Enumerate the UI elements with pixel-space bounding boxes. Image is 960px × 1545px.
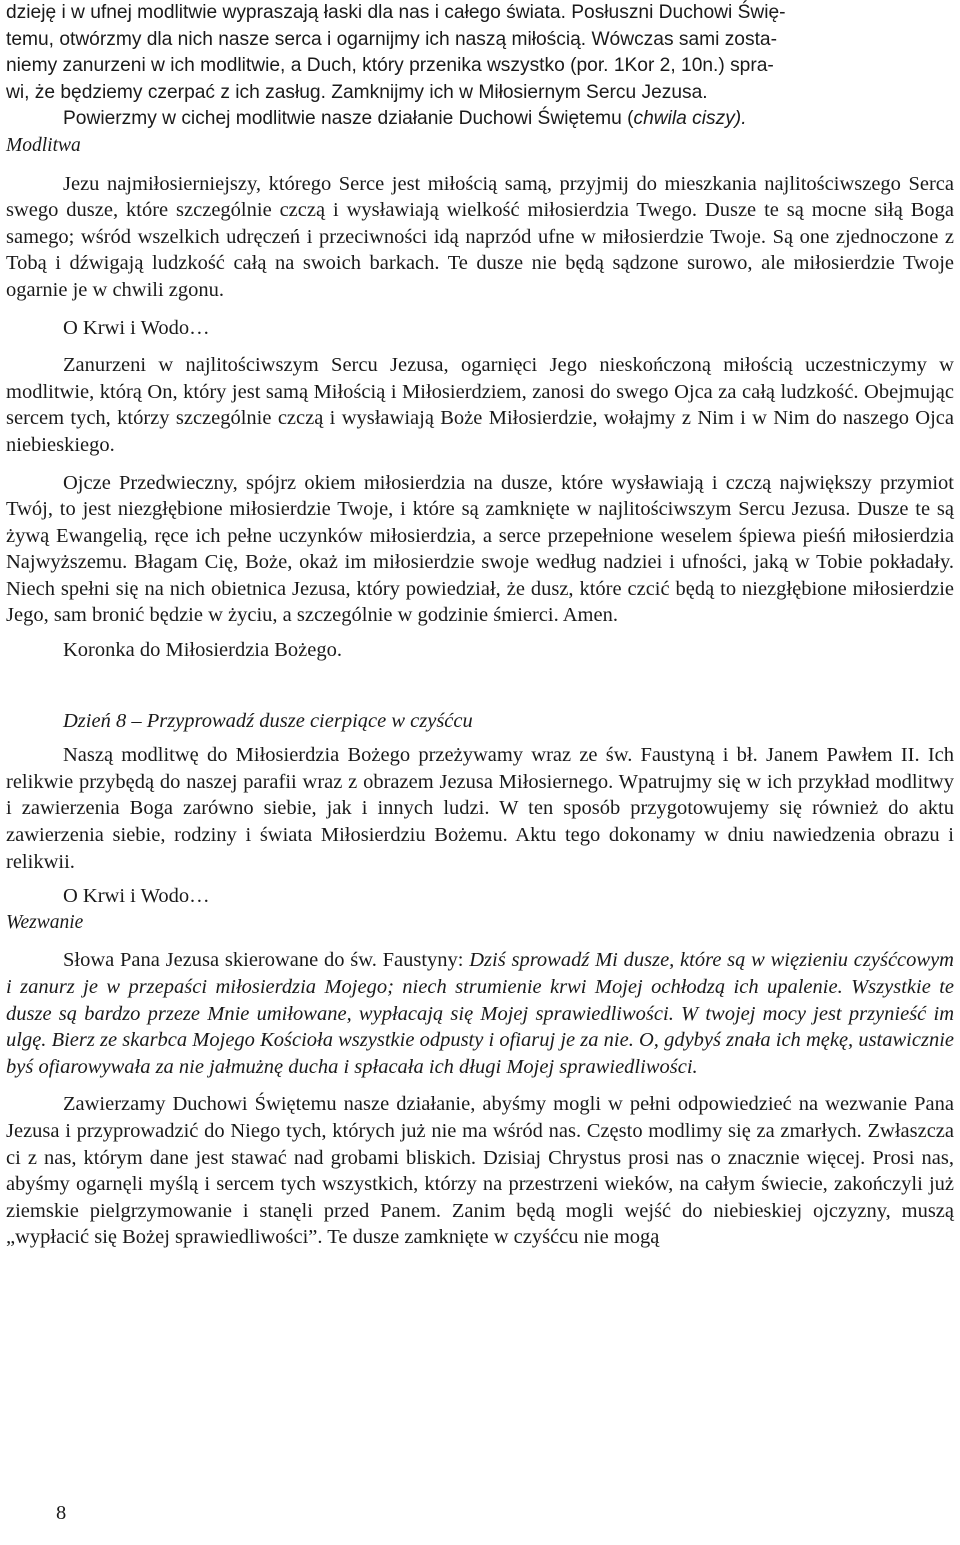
koronka-line: Koronka do Miłosierdzia Bożego. — [63, 639, 342, 662]
day-8-paragraph-1: Naszą modlitwę do Miłosierdzia Bożego przeżywamy wraz ze św. Faustyną i bł. Janem Pawłem II. Ich relikwie przybędą do naszej parafii wraz z obrazem Jezusa Miłosiernego. Wpatrujmy się w ich przykład modlitwy i zawierzenia Boga zarówno siebie, jak i innych ludzi. W ten sposób przygotowujemy się również do aktu zawierzenia siebie, rodziny i świata Miłosierdziu Bożemu. Aktu tego dokonamy w dniu nawiedzenia obrazu i relikwii. — [6, 744, 954, 873]
intro-line-3: niemy zanurzeni w ich modlitwie, a Duch, który przenika wszystko (por. 1Kor 2, 10n.) spra- — [6, 55, 774, 77]
intro-silence-paragraph — [6, 106, 954, 133]
day-8-refrain: O Krwi i Wodo… — [63, 885, 210, 908]
wezwanie-label: Wezwanie — [6, 911, 84, 933]
intro-paragraph — [6, 0, 954, 106]
intro-line-1: dzieję i w ufnej modlitwie wypraszają łaski dla nas i całego świata. Posłuszni Duchowi Świę- — [6, 2, 786, 23]
modlitwa-label: Modlitwa — [6, 134, 81, 156]
intro-section — [6, 0, 954, 133]
wezwanie-intro: Słowa Pana Jezusa skierowane do św. Faustyny: — [63, 949, 470, 972]
day-8-title: Dzień 8 – Przyprowadź dusze cierpiące w czyśćcu — [63, 709, 473, 732]
wezwanie-quote: Dziś sprowadź Mi dusze, które są w więzieniu czyśćcowym i zanurz je w przepaści miłosierdzia Mojego; niech strumienie krwi Mojej ochłodzą ich upalenie. Wszystkie te dusze są bardzo przeze Mnie umiłowane, wypłacają się Mojej sprawiedliwości. W twojej mocy jest przynieść im ulgę. Bierz ze skarbca Mojego Kościoła wszystkie odpusty i ofiaruj je za nie. O, gdybyś znała ich mękę, ustawicznie byś ofiarowywała za nie jałmużnę ducha i spłacała ich długi Mojej sprawiedliwości. — [6, 949, 954, 1078]
intro-line-4: wi, że będziemy czerpać z ich zasług. Zamknijmy ich w Miłosiernym Sercu Jezusa. — [6, 81, 708, 103]
modlitwa-paragraph-3: Ojcze Przedwieczny, spójrz okiem miłosierdzia na dusze, które wysławiają i czczą największy przymiot Twój, to jest niezgłębione miłosierdzie Twoje, i które są zamknięte w najlitościwszym Sercu Jezusa. Dusze te są żywą Ewangelią, ręce ich pełne uczynków miłosierdzia, a serce przepełnione weselem śpiewa pieśń miłosierdzia Najwyższemu. Błagam Cię, Boże, okaż im miłosierdzie swoje według nadziei i ufności, jaką w Tobie pokładały. Niech spełni się na nich obietnica Jezusa, który powiedział, że dusz, które czcić będą to niezgłębione miłosierdzie Jego, sam bronić będzie w życiu, a szczególnie w godzinie śmierci. Amen. — [6, 471, 954, 627]
page-number: 8 — [56, 1502, 67, 1524]
intro-line-2: temu, otwórzmy dla nich nasze serca i ogarnijmy ich naszą miłością. Wówczas sami zosta- — [6, 28, 777, 50]
intro-silence-text: Powierzmy w cichej modlitwie nasze działanie Duchowi Świętemu ( — [63, 108, 634, 130]
modlitwa-paragraph-2: Zanurzeni w najlitościwszym Sercu Jezusa, ogarnięci Jego nieskończoną miłością uczestniczymy w modlitwie, którą On, który jest samą Miłością i Miłosierdziem, zanosi do swego Ojca za całą ludzkość. Obejmując sercem tych, którzy szczególnie czczą i wysławiają Boże Miłosierdzie, wołajmy z Nim i w Nim do naszego Ojca niebieskiego. — [6, 354, 954, 456]
intro-silence-italic: chwila ciszy). — [633, 108, 747, 130]
wezwanie-paragraph — [6, 947, 954, 1080]
modlitwa-refrain: O Krwi i Wodo… — [63, 316, 210, 339]
day-8-paragraph-2: Zawierzamy Duchowi Świętemu nasze działanie, abyśmy mogli w pełni odpowiedzieć na wezwanie Pana Jezusa i przyprowadzić do Niego tych, których już nie ma wśród nas. Często modlimy się za zmarłych. Zwłaszcza ci z nas, którym dane jest stawać nad grobami bliskich. Dzisiaj Chrystus prosi nas o znacznie więcej. Prosi nas, abyśmy ogarnęli myślą i sercem tych wszystkich, którzy na przestrzeni wieków, na całym świecie, zakończyli już ziemskie pielgrzymowanie i stanęli przed Panem. Zanim będą mogli wejść do niebieskiej ojczyzny, muszą „wypłacić się Bożej sprawiedliwości”. Te dusze zamknięte w czyśćcu nie mogą — [6, 1093, 954, 1249]
modlitwa-paragraph-1: Jezu najmiłosierniejszy, którego Serce jest miłością samą, przyjmij do mieszkania najlitościwszego Serca swego dusze, które szczególnie czczą i wysławiają wielkość miłosierdzia Twego. Dusze te są mocne siłą Boga samego; wśród wszelkich udręczeń i przeciwności idą naprzód ufne w miłosierdzie Twoje. Są one zjednoczone z Tobą i dźwigają ludzkość całą na swoich barkach. Te dusze nie będą sądzone surowo, ale miłosierdzie Twoje ogarnie je w chwili zgonu. — [6, 172, 954, 301]
